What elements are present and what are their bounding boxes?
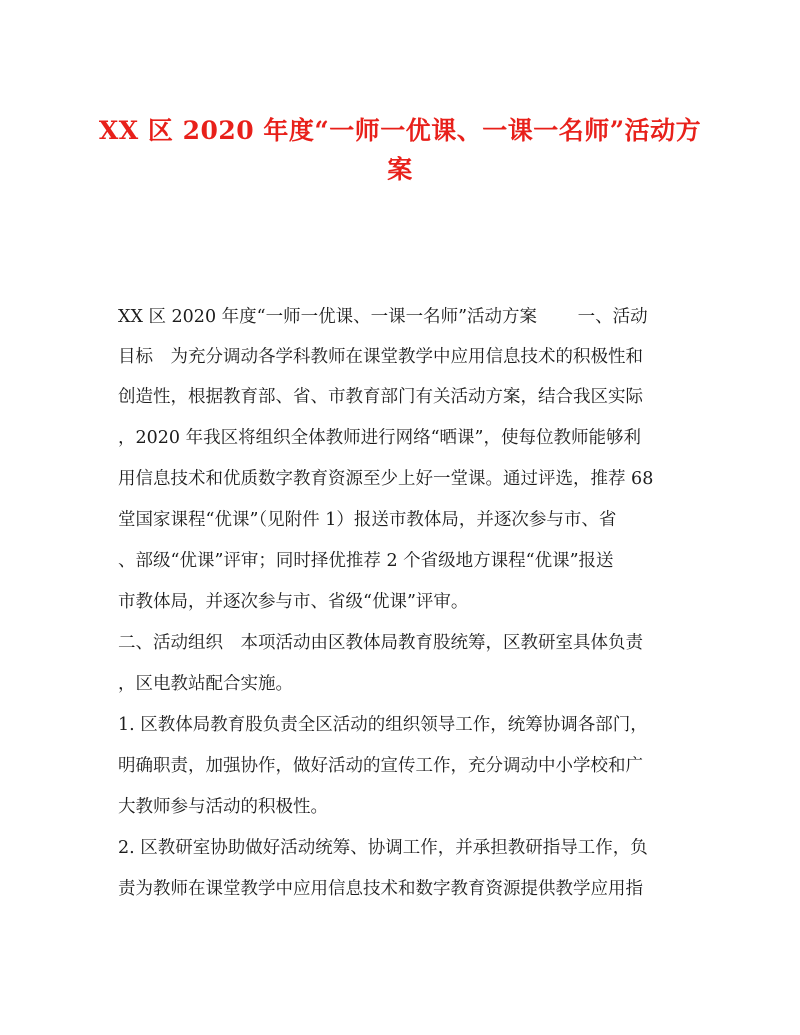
- body-line-1: XX 区 2020 年度“一师一优课、一课一名师”活动方案 一、活动: [118, 307, 648, 327]
- body-line-11: 1. 区教体局教育股负责全区活动的组织领导工作，统筹协调各部门，: [118, 715, 648, 735]
- body-line-10: ，区电教站配合实施。: [118, 674, 293, 694]
- body-line-12: 明确职责，加强协作，做好活动的宣传工作，充分调动中小学校和广: [118, 756, 643, 776]
- body-line-13: 大教师参与活动的积极性。: [118, 797, 328, 817]
- body-line-14: 2. 区教研室协助做好活动统筹、协调工作，并承担教研指导工作，负: [118, 838, 648, 858]
- body-line-4: ，2020 年我区将组织全体教师进行网络“晒课”，使每位教师能够利: [118, 428, 641, 448]
- body-line-7: 、部级“优课”评审；同时择优推荐 2 个省级地方课程“优课”报送: [118, 551, 614, 571]
- document-title-line-2: 案: [387, 155, 413, 184]
- document-title-line-1: XX 区 2020 年度“一师一优课、一课一名师”活动方: [98, 116, 702, 145]
- body-line-15: 责为教师在课堂教学中应用信息技术和数字教育资源提供教学应用指: [118, 879, 643, 899]
- body-line-2: 目标 为充分调动各学科教师在课堂教学中应用信息技术的积极性和: [118, 347, 643, 367]
- body-line-9: 二、活动组织 本项活动由区教体局教育股统筹，区教研室具体负责: [118, 633, 643, 653]
- body-line-6: 堂国家课程“优课”（见附件 1）报送市教体局，并逐次参与市、省: [118, 510, 617, 530]
- body-line-8: 市教体局，并逐次参与市、省级“优课”评审。: [118, 592, 469, 612]
- body-line-3: 创造性，根据教育部、省、市教育部门有关活动方案，结合我区实际: [118, 387, 643, 407]
- body-line-5: 用信息技术和优质数字教育资源至少上好一堂课。通过评选，推荐 68: [118, 469, 654, 489]
